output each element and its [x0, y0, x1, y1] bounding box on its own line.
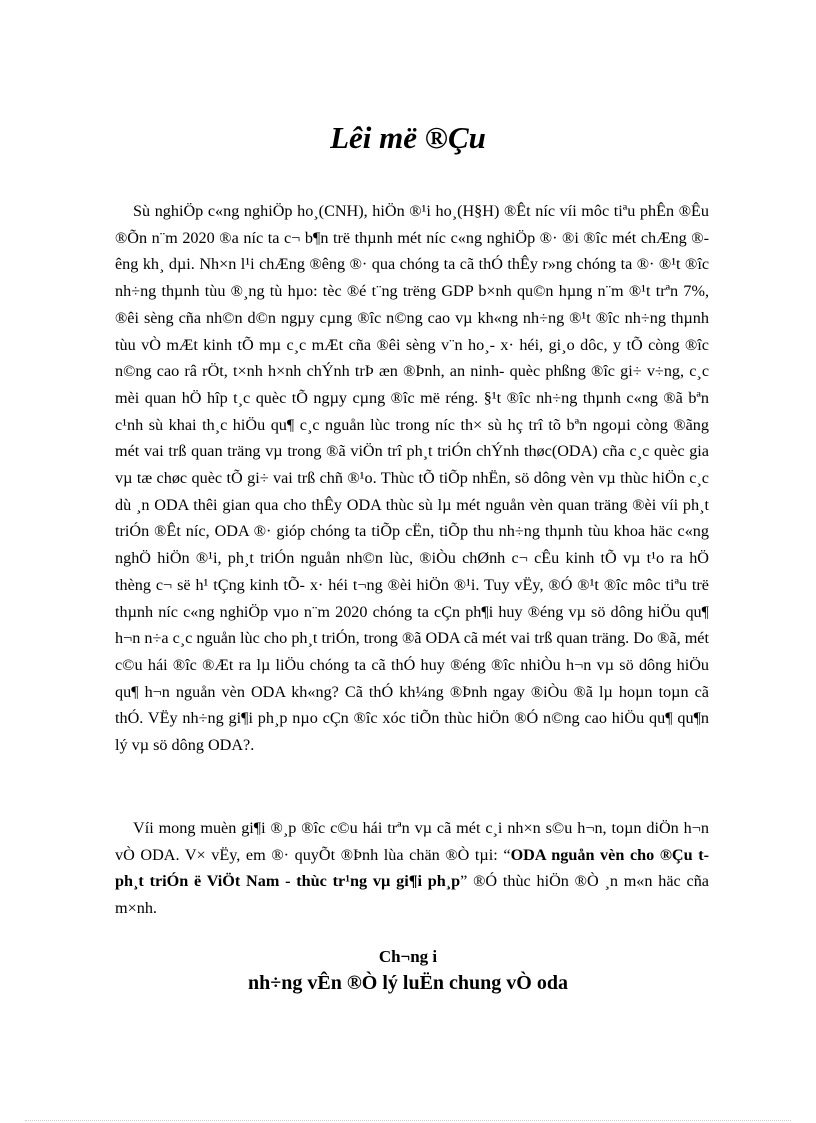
page-bottom-divider: [25, 1120, 791, 1121]
intro-paragraph-2: [115, 815, 709, 922]
page-title: Lêi më ®Çu: [330, 120, 486, 155]
topic-title-emphasis: ODA nguån vèn cho ®Çu t ph¸t triÓn ë ViÖt Nam - thùc tr¹ng vµ gi¶i ph¸p: [115, 845, 710, 891]
chapter-title: nh÷ng vÊn ®Ò lý luËn chung vÒ oda: [248, 972, 568, 994]
chapter-label: Ch¬ng i: [378, 947, 438, 966]
paragraph-2-text-after: ” ®Ó thùc hiÖn ®Ò ¸n m«n häc cña m×nh.: [115, 872, 709, 918]
intro-paragraph-1: Sù nghiÖp c«ng nghiÖp ho¸(CNH), hiÖn ®¹i ho¸(H§H) ®Êt níc víi môc tiªu phÊn ®Êu ®Õn n¨m 2020 ®a níc ta c¬ b¶n trë thµnh mét níc c«ng nghiÖp ®· ®i ®îc mét chÆng ®êng kh¸ dµi. Nh×n l¹i chÆng ®êng ®· qua chóng ta cã thÓ thÊy r»ng chóng ta ®· ®¹t ®îc nh÷ng thµnh tùu ®¸ng tù hµo: tèc ®é t¨ng trëng GDP b×nh qu©n hµng n¨m ®¹t trªn 7%, ®êi sèng cña nh©n d©n ngµy cµng ®îc n©ng cao vµ kh«ng nh÷ng ®¹t ®îc nh÷ng thµnh tùu vÒ mÆt kinh tÕ mµ c¸c mÆt cña ®êi sèng v¨n ho¸- x· héi, gi¸o dôc, y tÕ còng ®îc n©ng cao râ rÖt, t×nh h×nh chÝnh trÞ æn ®Þnh, an ninh- quèc phßng ®îc gi÷ v÷ng, c¸c mèi quan hÖ hîp t¸c quèc tÕ ngµy cµng ®îc më réng. §¹t ®îc nh÷ng thµnh c«ng ®ã bªn c¹nh sù khai th¸c hiÖu qu¶ c¸c nguån lùc trong níc th× sù hç trî tõ bªn ngoµi còng ®ãng mét vai trß quan träng vµ trong ®ã viÖn trî ph¸t triÓn chÝnh thøc(ODA) cña c¸c quèc gia vµ tæ chøc quèc tÕ gi÷ vai trß chñ ®¹o. Thùc tÕ tiÕp nhËn, sö dông vèn vµ thùc hiÖn c¸c dù ¸n ODA thêi gian qua cho thÊy ODA thùc sù lµ mét nguån vèn quan träng ®èi víi ph¸t triÓn ®Êt níc, ODA ®· gióp chóng ta tiÕp cËn, tiÕp thu nh÷ng thµnh tùu khoa häc c«ng nghÖ hiÖn ®¹i, ph¸t triÓn nguån nh©n lùc, ®iÒu chØnh c¬ cÊu kinh tÕ vµ t¹o ra hÖ thèng c¬ së h¹ tÇng kinh tÕ- x· héi t¬ng ®èi hiÖn ®¹i. Tuy vËy, ®Ó ®¹t ®îc môc tiªu trë thµnh níc c«ng nghiÖp vµo n¨m 2020 chóng ta cÇn ph¶i huy ®éng vµ sö dông hiÖu qu¶ h¬n n÷a c¸c nguån lùc cho ph¸t triÓn, trong ®ã ODA cã mét vai trß quan träng. Do ®ã, mét c©u hái ®îc ®Æt ra lµ liÖu chóng ta cã thÓ huy ®éng ®îc nhiÒu h¬n vµ sö dông hiÖu qu¶ h¬n nguån vèn ODA kh«ng? Cã thÓ kh¼ng ®Þnh ngay ®iÒu ®ã lµ hoµn toµn cã thÓ. VËy nh÷ng gi¶i ph¸p nµo cÇn ®îc xóc tiÕn thùc hiÖn ®Ó n©ng cao hiÖu qu¶ qu¶n lý vµ sö dông ODA?.: [115, 202, 709, 755]
paragraph-2-text-before: Víi mong muèn gi¶i ®¸p ®îc c©u hái trªn vµ cã mét c¸i nh×n s©u h¬n, toµn diÖn h¬n vÒ ODA. V× vËy, em ®· quyÕt ®Þnh lùa chän ®Ò tµi: “: [115, 819, 709, 864]
